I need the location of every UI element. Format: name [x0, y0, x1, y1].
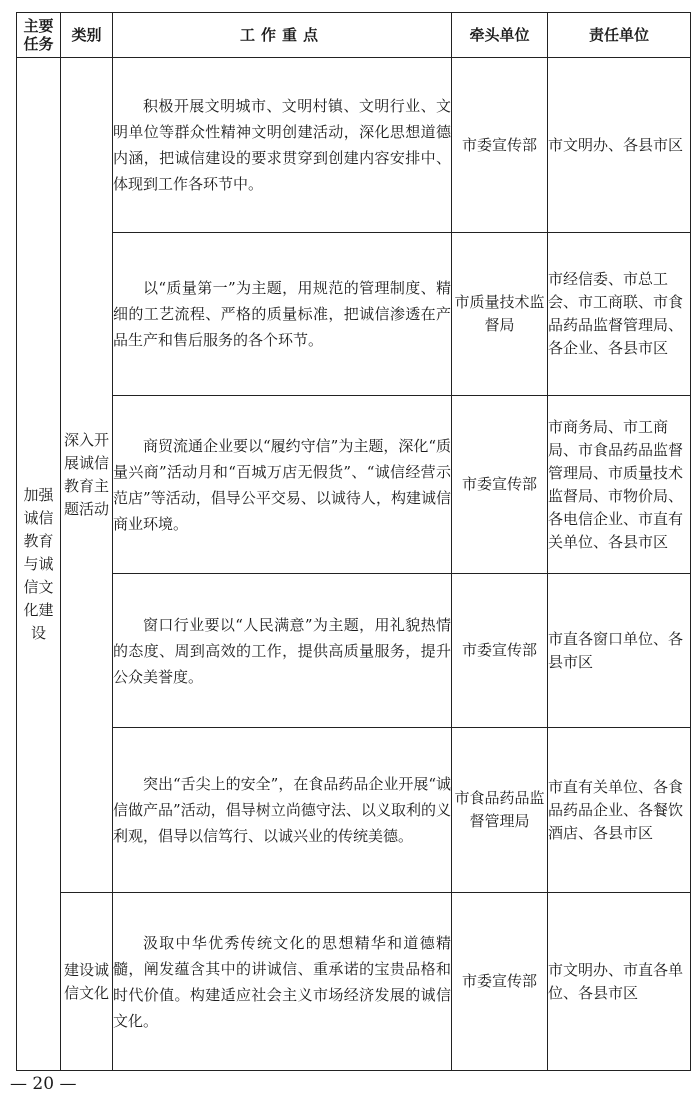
page-number: — 20 —: [10, 1074, 77, 1094]
table-row: [17, 728, 691, 893]
resp-unit-cell: 市商务局、市工商局、市食品药品监督管理局、市质量技术监督局、市物价局、各电信企业、市直有关单位、各县市区: [548, 396, 691, 574]
resp-unit-cell: 市经信委、市总工会、市工商联、市食品药品监督管理局、各企业、各县市区: [548, 233, 691, 396]
focus-text: 汲取中华优秀传统文化的思想精华和道德精髓，阐发蕴含其中的讲诚信、重承诺的宝贵品格和时代价值。构建适应社会主义市场经济发展的诚信文化。: [113, 933, 451, 1030]
resp-unit-cell: 市文明办、各县市区: [548, 58, 691, 233]
focus-text: 以“质量第一”为主题，用规范的管理制度、精细的工艺流程、严格的质量标准，把诚信渗透在产品生产和售后服务的各个环节。: [113, 279, 451, 349]
focus-text: 突出“舌尖上的安全”，在食品药品企业开展“诚信做产品”活动，倡导树立尚德守法、以义取利的义利观，倡导以信笃行、以诚兴业的传统美德。: [113, 775, 452, 845]
header-main-task: 主要任务: [17, 13, 61, 58]
resp-unit-cell: 市直各窗口单位、各县市区: [548, 574, 691, 728]
resp-unit-cell: 市直有关单位、各食品药品企业、各餐饮酒店、各县市区: [548, 728, 691, 893]
header-lead-unit: 牵头单位: [452, 13, 548, 58]
lead-unit-cell: 市委宣传部: [452, 58, 548, 233]
lead-unit-cell: 市质量技术监督局: [452, 233, 548, 396]
table-row: [17, 574, 691, 728]
table-row: [17, 58, 691, 233]
lead-unit-cell: 市食品药品监督管理局: [452, 728, 548, 893]
focus-text: 积极开展文明城市、文明村镇、文明行业、文明单位等群众性精神文明创建活动，深化思想道德内涵，把诚信建设的要求贯穿到创建内容安排中、体现到工作各环节中。: [113, 97, 451, 193]
category-cell: 建设诚信文化: [61, 893, 113, 1071]
lead-unit-cell: 市委宣传部: [452, 396, 548, 574]
focus-cell: [113, 233, 452, 396]
header-row: [17, 13, 691, 58]
main-task-cell: 加强诚信教育与诚信文化建设: [17, 58, 61, 1071]
table-row: [17, 396, 691, 574]
focus-cell: [113, 396, 452, 574]
focus-cell: [113, 893, 452, 1071]
task-table: [16, 12, 691, 1071]
focus-cell: [113, 574, 452, 728]
resp-unit-cell: 市文明办、市直各单位、各县市区: [548, 893, 691, 1071]
table-row: [17, 893, 691, 1071]
lead-unit-cell: 市委宣传部: [452, 574, 548, 728]
focus-text: 窗口行业要以“人民满意”为主题，用礼貌热情的态度、周到高效的工作，提供高质量服务，提升公众美誉度。: [113, 615, 451, 686]
table-row: [17, 233, 691, 396]
header-resp-unit: 责任单位: [548, 13, 691, 58]
category-cell: 深入开展诚信教育主题活动: [61, 58, 113, 893]
focus-cell: [113, 58, 452, 233]
header-category: 类别: [61, 13, 113, 58]
header-focus: 工作重点: [113, 13, 452, 58]
focus-text: 商贸流通企业要以“履约守信”为主题，深化“质量兴商”活动月和“百城万店无假货”、“诚信经营示范店”等活动，倡导公平交易、以诚待人，构建诚信商业环境。: [113, 436, 452, 533]
focus-cell: [113, 728, 452, 893]
lead-unit-cell: 市委宣传部: [452, 893, 548, 1071]
